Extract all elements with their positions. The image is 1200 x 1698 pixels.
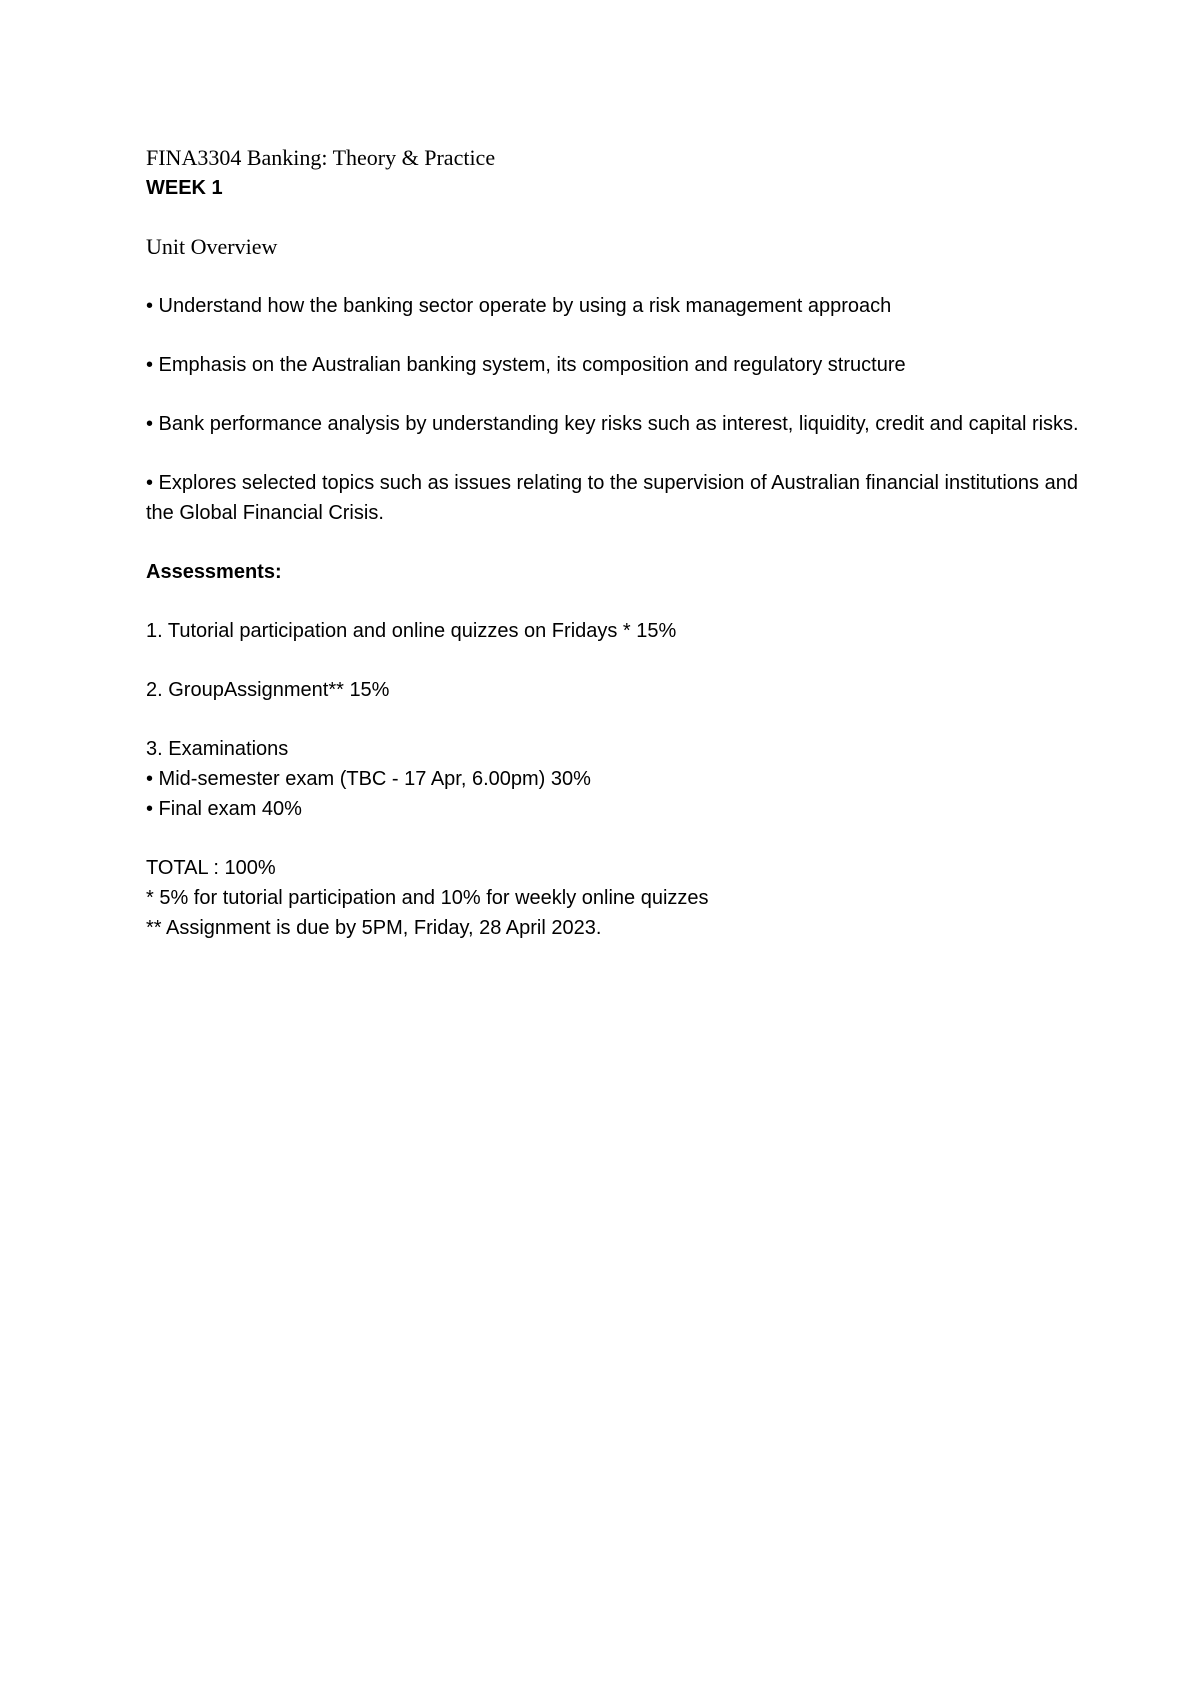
spacer [146,262,1086,291]
week-label: WEEK 1 [146,177,223,199]
exam-item: • Mid-semester exam (TBC - 17 Apr, 6.00pm) 30% [146,768,591,790]
assessment-item: 2. GroupAssignment** 15% [146,679,390,701]
assessment-item: 3. Examinations [146,738,289,760]
spacer [146,528,1086,557]
overview-bullet: • Bank performance analysis by understanding key risks such as interest, liquidity, credit and capital risks. [146,413,1079,435]
spacer [146,203,1086,232]
spacer [146,705,1086,734]
total-line: TOTAL : 100% [146,857,276,879]
document-title: FINA3304 Banking: Theory & Practice [146,145,496,170]
exam-item: • Final exam 40% [146,798,302,820]
spacer [146,587,1086,616]
footnote: * 5% for tutorial participation and 10% for weekly online quizzes [146,887,709,909]
overview-bullet: • Explores selected topics such as issues relating to the supervision of Australian financial institutions and the Global Financial Crisis. [146,472,1084,524]
assessment-item: 1. Tutorial participation and online quizzes on Fridays * 15% [146,620,677,642]
overview-bullet: • Understand how the banking sector operate by using a risk management approach [146,295,892,317]
overview-bullet: • Emphasis on the Australian banking system, its composition and regulatory structure [146,354,906,376]
section-heading-unit-overview: Unit Overview [146,234,278,259]
spacer [146,824,1086,853]
spacer [146,646,1086,675]
spacer [146,380,1086,409]
assessments-heading: Assessments: [146,561,282,583]
document-page [146,143,1086,943]
spacer [146,321,1086,350]
spacer [146,439,1086,468]
footnote: ** Assignment is due by 5PM, Friday, 28 April 2023. [146,917,602,939]
